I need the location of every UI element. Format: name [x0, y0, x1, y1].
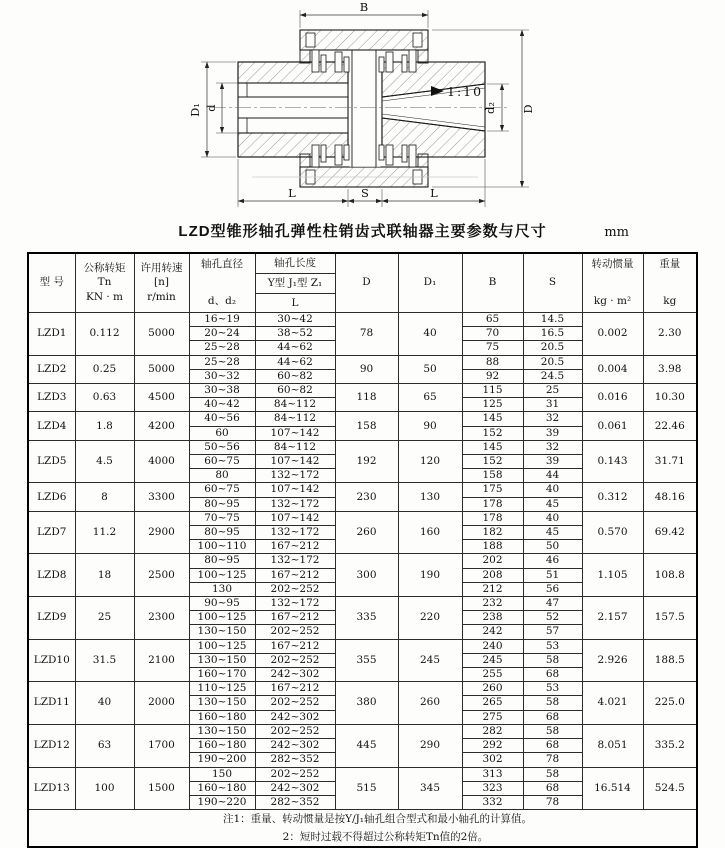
cell-bore-length: 202~252 — [255, 653, 335, 667]
cell-speed: 4500 — [134, 384, 189, 412]
cell-speed: 5000 — [134, 313, 189, 356]
page-title: LZD型锥形轴孔弹性柱销齿式联轴器主要参数与尺寸 — [178, 223, 547, 240]
cell-S: 58 — [523, 653, 582, 667]
cell-B: 242 — [462, 625, 523, 639]
table-row — [28, 724, 697, 738]
cell-weight: 31.71 — [643, 440, 697, 483]
cell-weight: 3.98 — [643, 355, 697, 383]
cell-B: 265 — [462, 696, 523, 710]
cell-speed: 2300 — [134, 597, 189, 640]
cell-bore-diameter: 160~180 — [189, 781, 255, 795]
cell-torque: 25 — [75, 597, 134, 640]
cell-torque: 4.5 — [75, 440, 134, 483]
cell-bore-length: 242~302 — [255, 781, 335, 795]
cell-bore-diameter: 100~125 — [189, 639, 255, 653]
title-row — [0, 220, 725, 248]
cell-model: LZD1 — [28, 313, 75, 356]
cell-weight: 225.0 — [643, 682, 697, 725]
cell-bore-length: 167~212 — [255, 639, 335, 653]
cell-torque: 0.112 — [75, 313, 134, 356]
cell-inertia: 2.157 — [582, 597, 643, 640]
cell-bore-diameter: 16~19 — [189, 313, 255, 327]
dim-label-l-left: L — [288, 186, 296, 200]
cell-model: LZD12 — [28, 724, 75, 767]
header-row — [28, 253, 697, 313]
cell-bore-diameter: 130~150 — [189, 696, 255, 710]
cell-S: 32 — [523, 412, 582, 426]
cell-B: 212 — [462, 582, 523, 596]
right-hub-lower — [382, 118, 485, 157]
cell-B: 178 — [462, 497, 523, 511]
cell-bore-length: 202~252 — [255, 696, 335, 710]
cell-B: 115 — [462, 384, 523, 398]
cell-inertia: 0.002 — [582, 313, 643, 356]
cell-B: 65 — [462, 313, 523, 327]
cell-bore-diameter: 130 — [189, 582, 255, 596]
cell-speed: 1700 — [134, 724, 189, 767]
cell-bore-length: 60~82 — [255, 369, 335, 383]
cell-bore-length: 282~352 — [255, 795, 335, 809]
cell-S: 45 — [523, 526, 582, 540]
cell-D: 300 — [335, 554, 398, 597]
cell-bore-length: 167~212 — [255, 682, 335, 696]
cell-B: 260 — [462, 682, 523, 696]
cell-D1: 245 — [398, 639, 462, 682]
cell-bore-diameter: 160~170 — [189, 668, 255, 682]
cell-bore-length: 242~302 — [255, 668, 335, 682]
cell-bore-length: 282~352 — [255, 753, 335, 767]
cell-B: 323 — [462, 781, 523, 795]
cell-S: 24.5 — [523, 369, 582, 383]
cell-S: 16.5 — [523, 327, 582, 341]
cell-bore-length: 132~172 — [255, 554, 335, 568]
cell-inertia: 0.016 — [582, 384, 643, 412]
cell-model: LZD8 — [28, 554, 75, 597]
cell-weight: 108.8 — [643, 554, 697, 597]
cell-bore-diameter: 80~95 — [189, 554, 255, 568]
cell-S: 58 — [523, 696, 582, 710]
cell-bore-diameter: 80~95 — [189, 497, 255, 511]
cell-S: 46 — [523, 554, 582, 568]
col-header-model: 型 号 — [28, 253, 75, 313]
col-header-B: B — [462, 253, 523, 313]
col-header-speed: 许用转速 [n] r/min — [134, 253, 189, 313]
cell-D1: 90 — [398, 412, 462, 440]
cell-bore-diameter: 150 — [189, 767, 255, 781]
unit-label: mm — [604, 225, 629, 240]
cell-torque: 31.5 — [75, 639, 134, 682]
cell-S: 40 — [523, 483, 582, 497]
cell-weight: 2.30 — [643, 313, 697, 356]
cell-bore-diameter: 80 — [189, 469, 255, 483]
cell-bore-length: 107~142 — [255, 426, 335, 440]
cell-B: 182 — [462, 526, 523, 540]
cell-bore-length: 202~252 — [255, 582, 335, 596]
coupling-section-svg — [0, 0, 725, 220]
notes-cell — [28, 810, 697, 848]
cell-D1: 260 — [398, 682, 462, 725]
cell-inertia: 2.926 — [582, 639, 643, 682]
cell-torque: 0.25 — [75, 355, 134, 383]
cell-D: 260 — [335, 511, 398, 554]
dim-label-d2: d₂ — [483, 102, 497, 114]
cell-weight: 188.5 — [643, 639, 697, 682]
cell-torque: 18 — [75, 554, 134, 597]
cell-D: 445 — [335, 724, 398, 767]
cell-inertia: 0.004 — [582, 355, 643, 383]
cell-B: 282 — [462, 724, 523, 738]
table-row — [28, 639, 697, 653]
cell-torque: 40 — [75, 682, 134, 725]
cell-S: 32 — [523, 440, 582, 454]
cell-bore-length: 84~112 — [255, 412, 335, 426]
cell-bore-length: 167~212 — [255, 568, 335, 582]
cell-D1: 345 — [398, 767, 462, 810]
cell-S: 78 — [523, 795, 582, 809]
left-hub-upper — [238, 62, 348, 83]
cell-bore-diameter: 50~56 — [189, 440, 255, 454]
cell-bore-length: 132~172 — [255, 597, 335, 611]
params-table-body — [28, 313, 697, 810]
cell-bore-length: 167~212 — [255, 611, 335, 625]
cell-inertia: 8.051 — [582, 724, 643, 767]
col-header-inertia: 转动惯量 kg · m² — [582, 253, 643, 313]
cell-bore-length: 132~172 — [255, 497, 335, 511]
cell-model: LZD4 — [28, 412, 75, 440]
cell-speed: 1500 — [134, 767, 189, 810]
cell-B: 88 — [462, 355, 523, 369]
cell-bore-diameter: 100~110 — [189, 540, 255, 554]
cell-bore-diameter: 130~150 — [189, 724, 255, 738]
cell-bore-length: 132~172 — [255, 526, 335, 540]
cell-torque: 11.2 — [75, 511, 134, 554]
dim-label-d-outer: D — [521, 104, 535, 114]
table-row — [28, 355, 697, 369]
left-hub-lower — [238, 133, 348, 157]
cell-bore-length: 132~172 — [255, 469, 335, 483]
cell-torque: 63 — [75, 724, 134, 767]
cell-B: 152 — [462, 455, 523, 469]
cell-B: 188 — [462, 540, 523, 554]
cell-S: 68 — [523, 739, 582, 753]
note-line-2: 2：短时过载不得超过公称转矩Tn值的2倍。 — [282, 831, 489, 844]
cell-bore-length: 30~42 — [255, 313, 335, 327]
cell-D1: 290 — [398, 724, 462, 767]
cell-inertia: 0.061 — [582, 412, 643, 440]
cell-model: LZD9 — [28, 597, 75, 640]
cell-D1: 50 — [398, 355, 462, 383]
cell-torque: 100 — [75, 767, 134, 810]
notes-row — [28, 810, 697, 848]
cell-speed: 2500 — [134, 554, 189, 597]
cell-bore-length: 242~302 — [255, 739, 335, 753]
cell-bore-diameter: 110~125 — [189, 682, 255, 696]
cell-speed: 2100 — [134, 639, 189, 682]
cell-bore-length: 167~212 — [255, 540, 335, 554]
cell-bore-diameter: 160~180 — [189, 739, 255, 753]
cell-D1: 220 — [398, 597, 462, 640]
dim-label-d1: D₁ — [188, 103, 202, 117]
cell-S: 47 — [523, 597, 582, 611]
table-row — [28, 682, 697, 696]
cell-B: 240 — [462, 639, 523, 653]
cell-S: 31 — [523, 398, 582, 412]
cell-weight: 524.5 — [643, 767, 697, 810]
cell-D: 192 — [335, 440, 398, 483]
cell-D: 335 — [335, 597, 398, 640]
cell-bore-diameter: 20~24 — [189, 327, 255, 341]
cell-bore-diameter: 160~180 — [189, 710, 255, 724]
cell-B: 275 — [462, 710, 523, 724]
cell-B: 232 — [462, 597, 523, 611]
cell-S: 52 — [523, 611, 582, 625]
cell-B: 238 — [462, 611, 523, 625]
cell-bore-length: 60~82 — [255, 384, 335, 398]
cell-bore-length: 84~112 — [255, 398, 335, 412]
cell-S: 45 — [523, 497, 582, 511]
table-row — [28, 554, 697, 568]
cell-bore-diameter: 70~75 — [189, 511, 255, 525]
table-row — [28, 483, 697, 497]
cell-D: 158 — [335, 412, 398, 440]
cell-bore-diameter: 190~220 — [189, 795, 255, 809]
cell-B: 75 — [462, 341, 523, 355]
cell-bore-length: 44~62 — [255, 341, 335, 355]
cell-D: 118 — [335, 384, 398, 412]
cell-D: 90 — [335, 355, 398, 383]
cell-D1: 190 — [398, 554, 462, 597]
cell-bore-diameter: 30~32 — [189, 369, 255, 383]
col-header-S: S — [523, 253, 582, 313]
dim-label-d-bore: d — [204, 104, 218, 112]
cell-bore-length: 202~252 — [255, 625, 335, 639]
cell-S: 53 — [523, 639, 582, 653]
cell-weight: 22.46 — [643, 412, 697, 440]
cell-D1: 130 — [398, 483, 462, 511]
cell-B: 158 — [462, 469, 523, 483]
cell-S: 51 — [523, 568, 582, 582]
col-header-D: D — [335, 253, 398, 313]
cell-bore-length: 107~142 — [255, 511, 335, 525]
table-row — [28, 384, 697, 398]
cell-model: LZD10 — [28, 639, 75, 682]
cell-speed: 3300 — [134, 483, 189, 511]
cell-D: 78 — [335, 313, 398, 356]
cell-weight: 335.2 — [643, 724, 697, 767]
cell-bore-length: 202~252 — [255, 767, 335, 781]
cell-bore-length: 242~302 — [255, 710, 335, 724]
cell-speed: 4000 — [134, 440, 189, 483]
dim-label-l-right: L — [430, 186, 438, 200]
cell-model: LZD3 — [28, 384, 75, 412]
table-row — [28, 767, 697, 781]
cell-B: 202 — [462, 554, 523, 568]
cell-B: 178 — [462, 511, 523, 525]
cell-bore-diameter: 190~200 — [189, 753, 255, 767]
coupling-drawing — [0, 0, 725, 220]
cell-torque: 8 — [75, 483, 134, 511]
cell-B: 70 — [462, 327, 523, 341]
cell-bore-diameter: 40~42 — [189, 398, 255, 412]
cell-bore-length: 202~252 — [255, 724, 335, 738]
cell-speed: 2900 — [134, 511, 189, 554]
cell-D: 230 — [335, 483, 398, 511]
cell-S: 58 — [523, 767, 582, 781]
cell-D: 355 — [335, 639, 398, 682]
cell-B: 125 — [462, 398, 523, 412]
cell-torque: 1.8 — [75, 412, 134, 440]
cell-weight: 69.42 — [643, 511, 697, 554]
cell-bore-length: 38~52 — [255, 327, 335, 341]
cell-B: 332 — [462, 795, 523, 809]
sleeve-flange-top — [300, 30, 428, 50]
cell-S: 58 — [523, 724, 582, 738]
taper-label: 1:10 — [447, 84, 484, 99]
table-row — [28, 597, 697, 611]
cell-B: 175 — [462, 483, 523, 497]
cell-S: 39 — [523, 426, 582, 440]
cell-B: 208 — [462, 568, 523, 582]
cell-model: LZD13 — [28, 767, 75, 810]
cell-bore-diameter: 130~150 — [189, 625, 255, 639]
cell-S: 50 — [523, 540, 582, 554]
cell-B: 255 — [462, 668, 523, 682]
cell-inertia: 4.021 — [582, 682, 643, 725]
cell-bore-diameter: 25~28 — [189, 341, 255, 355]
cell-weight: 10.30 — [643, 384, 697, 412]
cell-bore-diameter: 100~125 — [189, 611, 255, 625]
cell-bore-diameter: 40~56 — [189, 412, 255, 426]
cell-S: 40 — [523, 511, 582, 525]
cell-S: 20.5 — [523, 341, 582, 355]
cell-B: 302 — [462, 753, 523, 767]
cell-D: 515 — [335, 767, 398, 810]
cell-B: 292 — [462, 739, 523, 753]
cell-D1: 40 — [398, 313, 462, 356]
cell-bore-diameter: 30~38 — [189, 384, 255, 398]
cell-bore-diameter: 80~95 — [189, 526, 255, 540]
col-header-torque: 公称转矩 Tn KN · m — [75, 253, 134, 313]
cell-speed: 2000 — [134, 682, 189, 725]
cell-model: LZD5 — [28, 440, 75, 483]
dim-label-s: S — [361, 186, 369, 200]
cell-S: 68 — [523, 781, 582, 795]
col-header-D1: D₁ — [398, 253, 462, 313]
cell-model: LZD2 — [28, 355, 75, 383]
cell-S: 20.5 — [523, 355, 582, 369]
cell-S: 57 — [523, 625, 582, 639]
cell-bore-diameter: 130~150 — [189, 653, 255, 667]
cell-S: 53 — [523, 682, 582, 696]
note-line-1: 注1：重量、转动惯量是按Y/J₁轴孔组合型式和最小轴孔的计算值。 — [222, 813, 533, 826]
cell-B: 145 — [462, 412, 523, 426]
cell-B: 313 — [462, 767, 523, 781]
dim-label-b: B — [359, 0, 369, 14]
cell-S: 39 — [523, 455, 582, 469]
cell-bore-length: 107~142 — [255, 483, 335, 497]
cell-inertia: 16.514 — [582, 767, 643, 810]
cell-S: 68 — [523, 710, 582, 724]
cell-weight: 157.5 — [643, 597, 697, 640]
cell-S: 25 — [523, 384, 582, 398]
cell-bore-diameter: 60 — [189, 426, 255, 440]
cell-speed: 4200 — [134, 412, 189, 440]
cell-torque: 0.63 — [75, 384, 134, 412]
cell-bore-diameter: 25~28 — [189, 355, 255, 369]
cell-D1: 65 — [398, 384, 462, 412]
cell-speed: 5000 — [134, 355, 189, 383]
cell-inertia: 0.570 — [582, 511, 643, 554]
cell-bore-length: 44~62 — [255, 355, 335, 369]
col-header-weight: 重量 kg — [643, 253, 697, 313]
cell-S: 44 — [523, 469, 582, 483]
cell-B: 92 — [462, 369, 523, 383]
table-row — [28, 313, 697, 327]
cell-model: LZD7 — [28, 511, 75, 554]
cell-model: LZD6 — [28, 483, 75, 511]
cell-bore-length: 84~112 — [255, 440, 335, 454]
table-row — [28, 440, 697, 454]
cell-inertia: 1.105 — [582, 554, 643, 597]
cell-S: 56 — [523, 582, 582, 596]
table-row — [28, 511, 697, 525]
cell-bore-diameter: 90~95 — [189, 597, 255, 611]
cell-B: 245 — [462, 653, 523, 667]
cell-S: 14.5 — [523, 313, 582, 327]
cell-bore-length: 107~142 — [255, 455, 335, 469]
col-header-bore-diameter: 轴孔直径 d、d₂ — [189, 253, 255, 313]
cell-B: 145 — [462, 440, 523, 454]
cell-bore-diameter: 60~75 — [189, 483, 255, 497]
cell-inertia: 0.312 — [582, 483, 643, 511]
cell-S: 78 — [523, 753, 582, 767]
table-row — [28, 412, 697, 426]
params-table — [27, 252, 698, 848]
cell-S: 68 — [523, 668, 582, 682]
cell-bore-diameter: 60~75 — [189, 455, 255, 469]
cell-D1: 120 — [398, 440, 462, 483]
col-header-bore-length: 轴孔长度 Y型 J₁型 Z₁ L — [255, 253, 335, 313]
cell-inertia: 0.143 — [582, 440, 643, 483]
cell-D: 380 — [335, 682, 398, 725]
cell-B: 152 — [462, 426, 523, 440]
cell-bore-diameter: 100~125 — [189, 568, 255, 582]
cell-model: LZD11 — [28, 682, 75, 725]
cell-weight: 48.16 — [643, 483, 697, 511]
cell-D1: 160 — [398, 511, 462, 554]
